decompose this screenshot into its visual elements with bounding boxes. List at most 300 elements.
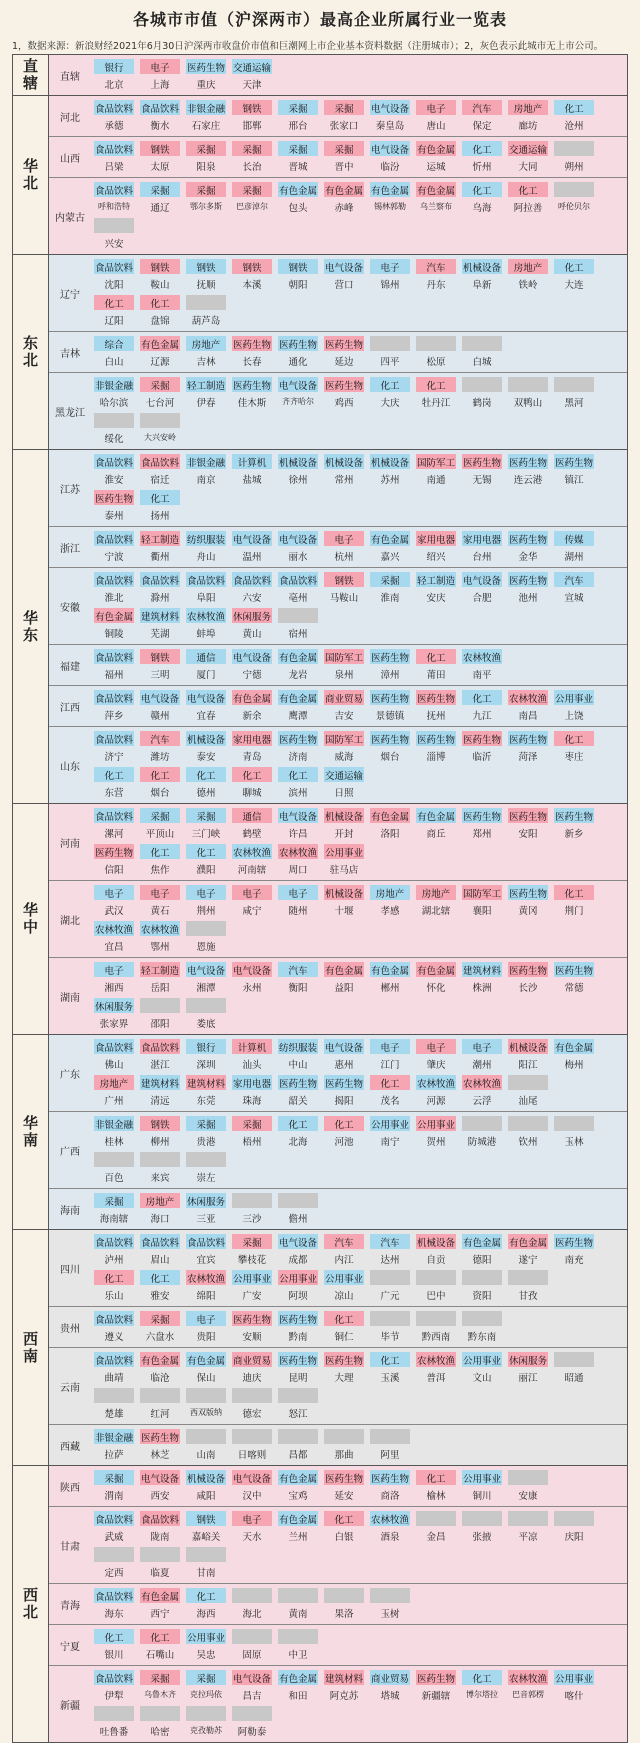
city-name: 太原: [150, 161, 170, 173]
city-cell: [229, 1669, 275, 1703]
city-cell: [137, 648, 183, 682]
industry-tag: 商业贸易: [370, 1670, 410, 1685]
city-name: 南宁: [380, 1136, 400, 1148]
city-cell: [91, 530, 137, 564]
province-name: 浙江: [60, 543, 80, 555]
province-name: 内蒙古: [55, 212, 85, 224]
industry-tag: 食品饮料: [94, 1588, 134, 1603]
industry-tag: 化工: [370, 377, 410, 392]
industry-tag: [94, 1547, 134, 1562]
city-name: 湛江: [150, 1059, 170, 1071]
city-cell: [91, 140, 137, 174]
city-list: [91, 806, 627, 878]
city-cell: [137, 1546, 183, 1580]
industry-tag: 食品饮料: [94, 1352, 134, 1367]
city-cell: [137, 730, 183, 764]
city-cell: [137, 58, 183, 92]
industry-tag: 农林牧渔: [186, 608, 226, 623]
city-name: 晋中: [334, 161, 354, 173]
city-cell: [229, 1510, 275, 1544]
industry-tag: 钢铁: [140, 141, 180, 156]
city-cell: [91, 730, 137, 764]
city-cell: [413, 1269, 459, 1303]
province-name: 吉林: [60, 348, 80, 360]
city-name: 绵阳: [196, 1290, 216, 1302]
city-name: 宜春: [196, 710, 216, 722]
city-cell: [91, 1269, 137, 1303]
city-cell: [367, 730, 413, 764]
city-cell: [183, 730, 229, 764]
city-cell: [413, 530, 459, 564]
industry-tag: 传媒: [554, 531, 594, 546]
province-list: [49, 96, 627, 254]
industry-tag: 化工: [94, 1629, 134, 1644]
city-name: 恩施: [196, 941, 216, 953]
industry-tag: 电子: [140, 59, 180, 74]
industry-tag: 纺织服装: [186, 531, 226, 546]
industry-tag: 公用事业: [370, 1116, 410, 1131]
city-cell: [275, 99, 321, 133]
city-cell: [91, 258, 137, 292]
city-name: 河池: [334, 1136, 354, 1148]
industry-tag: 医药生物: [324, 1352, 364, 1367]
city-cell: [137, 766, 183, 800]
city-name: 东营: [104, 787, 124, 799]
industry-tag: 电气设备: [278, 377, 318, 392]
city-cell: [229, 1192, 275, 1226]
city-cell: [551, 807, 597, 841]
industry-tag: 汽车: [462, 100, 502, 115]
city-name: 南昌: [518, 710, 538, 722]
city-name: 中山: [288, 1059, 308, 1071]
city-cell: [229, 1428, 275, 1462]
province-name: 黑龙江: [55, 407, 85, 419]
province-name: 广西: [60, 1146, 80, 1158]
city-cell: [137, 807, 183, 841]
city-cell: [183, 1151, 229, 1185]
city-name: 榆林: [426, 1490, 446, 1502]
industry-tag: 医药生物: [416, 1670, 456, 1685]
city-cell: [321, 1428, 367, 1462]
industry-tag: 休闲服务: [186, 1193, 226, 1208]
industry-tag: 交通运输: [508, 141, 548, 156]
industry-tag: 医药生物: [324, 336, 364, 351]
city-name: 渭南: [104, 1490, 124, 1502]
industry-tag: 电气设备: [232, 531, 272, 546]
city-cell: [321, 1038, 367, 1072]
city-name: 汉中: [242, 1490, 262, 1502]
industry-tag: 采掘: [324, 100, 364, 115]
city-name: 贵阳: [196, 1331, 216, 1343]
city-name: 大同: [518, 161, 538, 173]
city-cell: [367, 1428, 413, 1462]
industry-tag: 有色金属: [278, 1670, 318, 1685]
industry-tag: [324, 1588, 364, 1603]
industry-tag: 电子: [232, 885, 272, 900]
city-cell: [321, 99, 367, 133]
city-name: 烟台: [380, 751, 400, 763]
city-cell: [413, 1233, 459, 1267]
industry-tag: 电气设备: [278, 808, 318, 823]
city-cell: [137, 1705, 183, 1739]
city-name: 汕尾: [518, 1095, 538, 1107]
industry-tag: 电子: [370, 259, 410, 274]
city-list: [91, 98, 627, 134]
city-list: [91, 1232, 627, 1304]
industry-tag: 建筑材料: [324, 1670, 364, 1685]
city-name: 铜陵: [104, 628, 124, 640]
city-cell: [459, 1115, 505, 1149]
city-name: 运城: [426, 161, 446, 173]
city-name: 吉安: [334, 710, 354, 722]
city-cell: [91, 335, 137, 369]
city-cell: [91, 689, 137, 723]
province-name: 四川: [60, 1264, 80, 1276]
city-name: 阿里: [380, 1449, 400, 1461]
city-list: [91, 1627, 627, 1663]
city-name: 双鸭山: [513, 397, 543, 409]
industry-tag: [462, 1116, 502, 1131]
city-name: 广州: [104, 1095, 124, 1107]
city-cell: [183, 1351, 229, 1385]
city-name: 吕梁: [104, 161, 124, 173]
city-cell: [321, 376, 367, 410]
city-cell: [137, 1233, 183, 1267]
city-cell: [183, 1269, 229, 1303]
city-name: 北京: [104, 79, 124, 91]
industry-tag: 电子: [462, 1039, 502, 1054]
city-cell: [367, 181, 413, 215]
city-cell: [551, 1351, 597, 1385]
page-title: 各城市市值（沪深两市）最高企业所属行业一览表: [132, 9, 507, 29]
industry-tag: 采掘: [232, 1116, 272, 1131]
city-name: 滁州: [150, 592, 170, 604]
city-name: 日照: [334, 787, 354, 799]
industry-tag: 轻工制造: [140, 531, 180, 546]
city-cell: [367, 530, 413, 564]
city-cell: [367, 1469, 413, 1503]
industry-tag: 电气设备: [232, 1470, 272, 1485]
city-cell: [183, 843, 229, 877]
industry-tag: 房地产: [186, 336, 226, 351]
city-name: 遵义: [104, 1331, 124, 1343]
city-cell: [91, 843, 137, 877]
industry-tag: [140, 1388, 180, 1403]
city-cell: [413, 1038, 459, 1072]
city-name: 随州: [288, 905, 308, 917]
city-cell: [91, 1469, 137, 1503]
city-cell: [551, 258, 597, 292]
city-cell: [137, 453, 183, 487]
city-cell: [137, 1151, 183, 1185]
industry-tag: 机械设备: [324, 808, 364, 823]
industry-tag: 有色金属: [186, 1352, 226, 1367]
city-name: 那曲: [334, 1449, 354, 1461]
city-name: 临沧: [150, 1372, 170, 1384]
city-name: 珠海: [242, 1095, 262, 1107]
city-cell: [505, 807, 551, 841]
city-name: 大兴安岭: [144, 433, 176, 442]
city-name: 岳阳: [150, 982, 170, 994]
city-cell: [91, 920, 137, 954]
city-cell: [137, 1038, 183, 1072]
city-cell: [229, 766, 275, 800]
city-name: 新乡: [564, 828, 584, 840]
industry-tag: 建筑材料: [140, 1075, 180, 1090]
industry-tag: 公用事业: [462, 1470, 502, 1485]
city-name: 廊坊: [518, 120, 538, 132]
city-name: 许昌: [288, 828, 308, 840]
industry-tag: 建筑材料: [186, 1075, 226, 1090]
industry-tag: 食品饮料: [232, 572, 272, 587]
industry-tag: 商业贸易: [232, 1352, 272, 1367]
city-cell: [275, 181, 321, 215]
region-row: [13, 96, 627, 255]
industry-tag: 食品饮料: [94, 141, 134, 156]
province-list: [49, 1230, 627, 1465]
industry-tag: 采掘: [140, 377, 180, 392]
city-cell: [183, 961, 229, 995]
city-cell: [275, 648, 321, 682]
industry-tag: 化工: [554, 731, 594, 746]
industry-tag: 有色金属: [554, 1039, 594, 1054]
city-name: 儋州: [288, 1213, 308, 1225]
city-cell: [551, 99, 597, 133]
industry-tag: 公用事业: [416, 1116, 456, 1131]
city-name: 上海: [150, 79, 170, 91]
city-cell: [91, 181, 137, 215]
province-row: [49, 645, 627, 686]
region-row: [13, 450, 627, 804]
industry-tag: 化工: [462, 1670, 502, 1685]
city-name: 肇庆: [426, 1059, 446, 1071]
province-name: 河南: [60, 838, 80, 850]
industry-tag: 家用电器: [462, 531, 502, 546]
industry-tag: 化工: [462, 182, 502, 197]
city-cell: [505, 1669, 551, 1703]
industry-tag: 食品饮料: [140, 454, 180, 469]
industry-tag: 采掘: [370, 572, 410, 587]
city-cell: [551, 181, 597, 215]
city-name: 锦州: [380, 279, 400, 291]
industry-tag: [508, 1075, 548, 1090]
city-cell: [367, 1351, 413, 1385]
city-name: 迪庆: [242, 1372, 262, 1384]
industry-tag: 钢铁: [186, 259, 226, 274]
city-cell: [229, 607, 275, 641]
city-name: 延安: [334, 1490, 354, 1502]
city-name: 银川: [104, 1649, 124, 1661]
city-name: 海口: [150, 1213, 170, 1225]
city-name: 本溪: [242, 279, 262, 291]
city-name: 果洛: [334, 1608, 354, 1620]
city-cell: [275, 884, 321, 918]
city-name: 山南: [196, 1449, 216, 1461]
industry-tag: 有色金属: [278, 649, 318, 664]
city-cell: [183, 571, 229, 605]
city-name: 呼伦贝尔: [558, 202, 590, 211]
industry-tag: 非银金融: [94, 1429, 134, 1444]
industry-tag: 国防军工: [462, 885, 502, 900]
industry-tag: 电气设备: [232, 1670, 272, 1685]
city-name: 昌吉: [242, 1690, 262, 1702]
city-name: 常德: [564, 982, 584, 994]
city-name: 辽阳: [104, 315, 124, 327]
city-cell: [137, 1669, 183, 1703]
industry-tag: 轻工制造: [416, 572, 456, 587]
city-name: 吉林: [196, 356, 216, 368]
city-name: 苏州: [380, 474, 400, 486]
city-name: 鞍山: [150, 279, 170, 291]
city-name: 哈尔滨: [99, 397, 129, 409]
region-name: 西 南: [13, 1230, 49, 1465]
city-cell: [321, 1510, 367, 1544]
city-cell: [183, 1428, 229, 1462]
city-cell: [229, 1628, 275, 1662]
city-cell: [137, 843, 183, 877]
city-cell: [275, 376, 321, 410]
city-cell: [321, 1269, 367, 1303]
industry-tag: 公用事业: [232, 1270, 272, 1285]
city-cell: [275, 530, 321, 564]
city-cell: [275, 1669, 321, 1703]
city-name: 枣庄: [564, 751, 584, 763]
city-list: [91, 647, 627, 683]
city-cell: [275, 258, 321, 292]
city-cell: [183, 1074, 229, 1108]
city-name: 呼和浩特: [98, 202, 130, 211]
city-name: 南通: [426, 474, 446, 486]
industry-tag: 医药生物: [370, 649, 410, 664]
industry-tag: [278, 608, 318, 623]
industry-tag: 化工: [94, 767, 134, 782]
city-name: 鄂州: [150, 941, 170, 953]
city-name: 黔西南: [421, 1331, 451, 1343]
city-cell: [91, 453, 137, 487]
city-name: 石家庄: [191, 120, 221, 132]
industry-tag: 化工: [462, 141, 502, 156]
city-cell: [321, 140, 367, 174]
province-row: [49, 1230, 627, 1307]
industry-tag: 化工: [462, 690, 502, 705]
city-cell: [413, 1510, 459, 1544]
city-name: 长沙: [518, 982, 538, 994]
city-name: 滨州: [288, 787, 308, 799]
industry-tag: 化工: [416, 377, 456, 392]
city-name: 三沙: [242, 1213, 262, 1225]
industry-tag: 医药生物: [508, 962, 548, 977]
city-cell: [183, 58, 229, 92]
city-name: 茂名: [380, 1095, 400, 1107]
industry-tag: 化工: [278, 1116, 318, 1131]
industry-tag: 农林牧渔: [140, 921, 180, 936]
province-row: [49, 373, 627, 449]
city-cell: [91, 58, 137, 92]
city-name: 赤峰: [334, 202, 354, 214]
industry-tag: 采掘: [94, 1193, 134, 1208]
industry-tag: 建筑材料: [140, 608, 180, 623]
city-name: 保定: [472, 120, 492, 132]
province-list: [49, 804, 627, 1034]
industry-tag: 化工: [94, 295, 134, 310]
industry-tag: 公用事业: [186, 1629, 226, 1644]
industry-tag: 食品饮料: [94, 1511, 134, 1526]
city-cell: [275, 1469, 321, 1503]
city-name: 武汉: [104, 905, 124, 917]
industry-tag: 建筑材料: [462, 962, 502, 977]
city-name: 百色: [104, 1172, 124, 1184]
city-cell: [321, 1587, 367, 1621]
industry-tag: 食品饮料: [94, 731, 134, 746]
city-list: [91, 960, 627, 1032]
city-cell: [459, 335, 505, 369]
industry-tag: 食品饮料: [186, 1234, 226, 1249]
industry-tag: 电子: [416, 100, 456, 115]
city-name: 景德镇: [375, 710, 405, 722]
city-cell: [91, 1628, 137, 1662]
industry-tag: 医药生物: [370, 731, 410, 746]
industry-tag: 采掘: [140, 1311, 180, 1326]
industry-tag: 有色金属: [370, 962, 410, 977]
industry-tag: 国防军工: [324, 731, 364, 746]
city-cell: [275, 766, 321, 800]
city-name: 黔东南: [467, 1331, 497, 1343]
city-cell: [137, 294, 183, 328]
city-cell: [275, 1428, 321, 1462]
city-cell: [91, 997, 137, 1031]
city-name: 曲靖: [104, 1372, 124, 1384]
industry-tag: 公用事业: [462, 1352, 502, 1367]
industry-tag: [140, 413, 180, 428]
industry-tag: 钢铁: [232, 259, 272, 274]
province-row: [49, 686, 627, 727]
industry-tag: 国防军工: [324, 649, 364, 664]
city-cell: [413, 1351, 459, 1385]
city-cell: [413, 1074, 459, 1108]
city-name: 楚雄: [104, 1408, 124, 1420]
industry-tag: 有色金属: [462, 1234, 502, 1249]
city-cell: [137, 1587, 183, 1621]
industry-tag: 食品饮料: [94, 1311, 134, 1326]
city-cell: [505, 530, 551, 564]
city-name: 石嘴山: [145, 1649, 175, 1661]
city-name: 黄石: [150, 905, 170, 917]
industry-tag: 机械设备: [324, 885, 364, 900]
city-name: 绥化: [104, 433, 124, 445]
city-name: 酒泉: [380, 1531, 400, 1543]
industry-tag: 化工: [186, 1588, 226, 1603]
city-cell: [229, 181, 275, 215]
industry-tag: 钢铁: [232, 100, 272, 115]
city-cell: [321, 689, 367, 723]
city-cell: [137, 1310, 183, 1344]
industry-tag: 食品饮料: [94, 1234, 134, 1249]
city-cell: [229, 1310, 275, 1344]
city-name: 梅州: [564, 1059, 584, 1071]
city-name: 大理: [334, 1372, 354, 1384]
industry-tag: 电气设备: [140, 1470, 180, 1485]
city-cell: [413, 730, 459, 764]
city-cell: [91, 571, 137, 605]
city-cell: [413, 807, 459, 841]
province-row: [49, 1466, 627, 1507]
city-cell: [367, 1669, 413, 1703]
city-cell: [551, 571, 597, 605]
city-cell: [91, 1510, 137, 1544]
industry-tag: 家用电器: [416, 531, 456, 546]
city-cell: [91, 807, 137, 841]
city-name: 和田: [288, 1690, 308, 1702]
